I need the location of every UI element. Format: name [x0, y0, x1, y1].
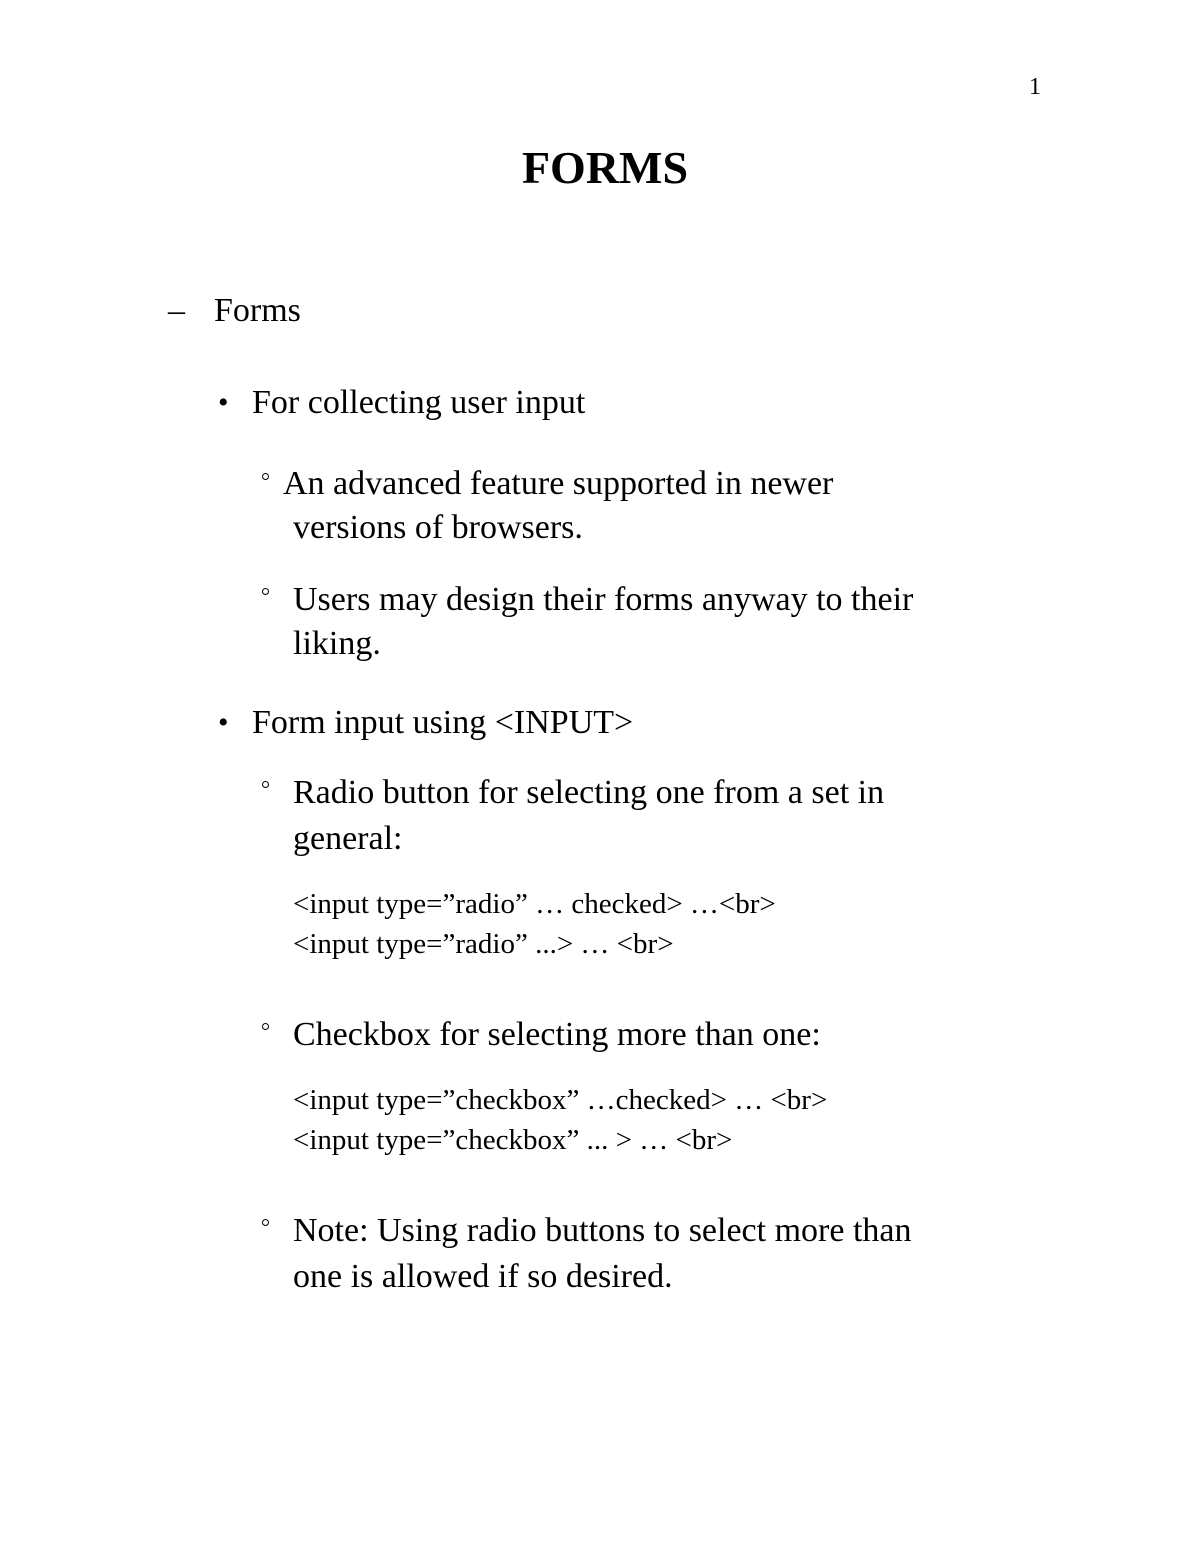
subitem-line: versions of browsers.: [293, 509, 583, 546]
page-title: FORMS: [521, 142, 689, 193]
bullet-marker: •: [218, 386, 229, 419]
code-sample-line: <input type=”checkbox” …checked> … <br>: [293, 1084, 828, 1116]
code-sample-line: <input type=”radio” … checked> …<br>: [293, 888, 776, 920]
subitem-line: Radio button for selecting one from a set in: [293, 774, 885, 811]
subitem-line: liking.: [293, 625, 381, 662]
ring-bullet-icon: [262, 473, 269, 480]
dash-marker: –: [168, 292, 185, 329]
bullet-marker: •: [218, 706, 229, 739]
code-sample-line: <input type=”checkbox” ... > … <br>: [293, 1124, 733, 1156]
ring-bullet-icon: [262, 588, 269, 595]
subitem-line: An advanced feature supported in newer: [283, 465, 834, 502]
subitem-line: Checkbox for selecting more than one:: [293, 1016, 821, 1053]
section-heading: Forms: [214, 292, 301, 329]
page-number: 1: [1029, 74, 1041, 100]
list-item-form-input: Form input using <INPUT>: [252, 704, 634, 741]
subitem-line: Users may design their forms anyway to their: [293, 581, 914, 618]
ring-bullet-icon: [262, 1023, 269, 1030]
ring-bullet-icon: [262, 781, 269, 788]
ring-bullet-icon: [262, 1219, 269, 1226]
subitem-line: Note: Using radio buttons to select more than: [293, 1212, 912, 1249]
code-sample-line: <input type=”radio” ...> … <br>: [293, 928, 674, 960]
list-item-collecting-input: For collecting user input: [252, 384, 586, 421]
subitem-line: general:: [293, 820, 403, 857]
subitem-line: one is allowed if so desired.: [293, 1258, 673, 1295]
